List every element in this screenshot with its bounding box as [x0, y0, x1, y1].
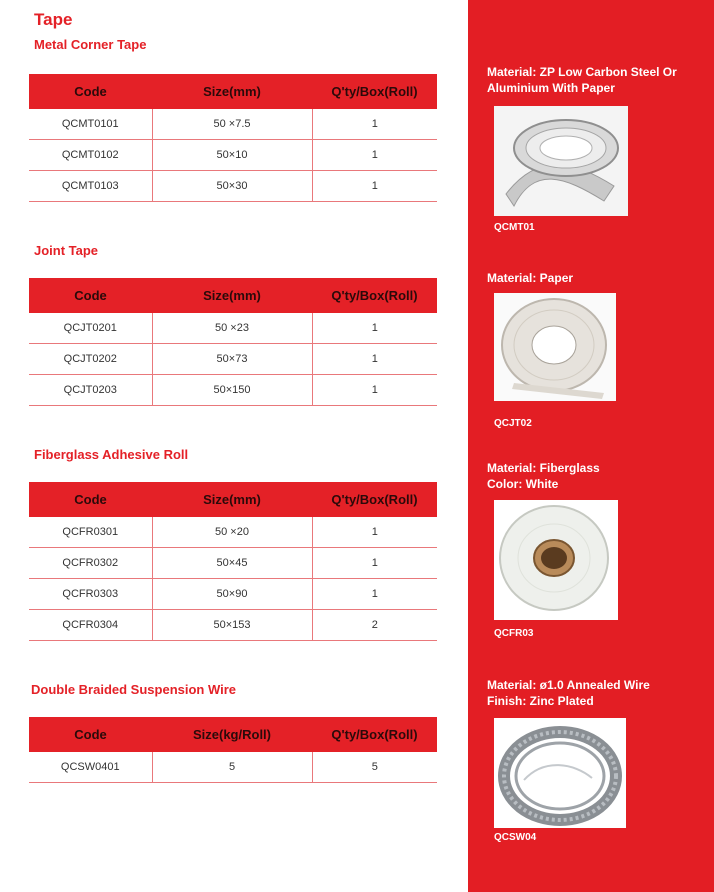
table-row — [29, 344, 437, 375]
table-row — [29, 610, 437, 641]
cell-code: QCJT0201 — [29, 313, 152, 344]
product-code-qcfr03: QCFR03 — [494, 628, 534, 639]
joint-tape-table — [29, 278, 437, 406]
product-code-qcmt01: QCMT01 — [494, 222, 535, 233]
cell-size: 50×10 — [152, 140, 312, 171]
page-title: Tape — [34, 10, 73, 29]
cell-size: 50×30 — [152, 171, 312, 202]
cell-qty: 1 — [312, 140, 437, 171]
material-line: Material: Fiberglass — [487, 461, 600, 475]
cell-qty: 1 — [312, 517, 437, 548]
table-header-row — [29, 482, 437, 517]
cell-qty: 1 — [312, 579, 437, 610]
column-header-size: Size(mm) — [152, 74, 312, 109]
section-title-joint-tape: Joint Tape — [34, 243, 99, 258]
fiberglass-adhesive-roll-table — [29, 482, 437, 641]
table-row — [29, 171, 437, 202]
column-header-qty: Q'ty/Box(Roll) — [312, 482, 437, 517]
table-header-row — [29, 74, 437, 109]
product-material-metal-corner-tape — [487, 64, 677, 96]
cell-size: 50×90 — [152, 579, 312, 610]
cell-size: 50 ×7.5 — [152, 109, 312, 140]
column-header-qty: Q'ty/Box(Roll) — [312, 278, 437, 313]
column-header-qty: Q'ty/Box(Roll) — [312, 74, 437, 109]
cell-size: 50×73 — [152, 344, 312, 375]
table-row — [29, 517, 437, 548]
paper-tape-roll-icon — [494, 293, 616, 401]
table-row — [29, 140, 437, 171]
material-line: Material: ø1.0 Annealed Wire — [487, 678, 650, 692]
product-material-fiberglass — [487, 460, 600, 492]
table-header-row — [29, 278, 437, 313]
table-row — [29, 752, 437, 783]
column-header-size: Size(mm) — [152, 482, 312, 517]
material-line: Finish: Zinc Plated — [487, 694, 594, 708]
cell-qty: 5 — [312, 752, 437, 783]
cell-code: QCJT0202 — [29, 344, 152, 375]
column-header-code: Code — [29, 278, 152, 313]
column-header-code: Code — [29, 717, 152, 752]
material-line: Color: White — [487, 477, 559, 491]
cell-code: QCFR0304 — [29, 610, 152, 641]
metal-corner-tape-table — [29, 74, 437, 202]
cell-code: QCMT0101 — [29, 109, 152, 140]
table-header-row — [29, 717, 437, 752]
cell-code: QCMT0102 — [29, 140, 152, 171]
cell-size: 5 — [152, 752, 312, 783]
material-line: Aluminium With Paper — [487, 81, 615, 95]
cell-size: 50×45 — [152, 548, 312, 579]
cell-qty: 1 — [312, 344, 437, 375]
cell-qty: 1 — [312, 375, 437, 406]
table-row — [29, 548, 437, 579]
product-material-joint-tape — [487, 270, 573, 286]
cell-code: QCMT0103 — [29, 171, 152, 202]
fiberglass-roll-icon — [494, 500, 618, 620]
column-header-size: Size(mm) — [152, 278, 312, 313]
column-header-size: Size(kg/Roll) — [152, 717, 312, 752]
cell-size: 50 ×23 — [152, 313, 312, 344]
column-header-qty: Q'ty/Box(Roll) — [312, 717, 437, 752]
section-title-suspension-wire: Double Braided Suspension Wire — [31, 682, 237, 697]
metal-tape-roll-icon — [494, 106, 628, 216]
cell-qty: 1 — [312, 313, 437, 344]
wire-coil-icon — [494, 718, 626, 828]
cell-qty: 1 — [312, 109, 437, 140]
cell-qty: 1 — [312, 548, 437, 579]
table-row — [29, 313, 437, 344]
cell-size: 50×150 — [152, 375, 312, 406]
cell-code: QCFR0303 — [29, 579, 152, 610]
cell-code: QCFR0301 — [29, 517, 152, 548]
column-header-code: Code — [29, 482, 152, 517]
cell-code: QCFR0302 — [29, 548, 152, 579]
table-row — [29, 109, 437, 140]
table-row — [29, 579, 437, 610]
cell-size: 50 ×20 — [152, 517, 312, 548]
material-line: Material: ZP Low Carbon Steel Or — [487, 65, 677, 79]
cell-code: QCJT0203 — [29, 375, 152, 406]
cell-qty: 2 — [312, 610, 437, 641]
material-line: Material: Paper — [487, 271, 574, 285]
cell-qty: 1 — [312, 171, 437, 202]
column-header-code: Code — [29, 74, 152, 109]
cell-size: 50×153 — [152, 610, 312, 641]
table-row — [29, 375, 437, 406]
section-title-fiberglass-adhesive-roll: Fiberglass Adhesive Roll — [34, 447, 189, 462]
product-code-qcsw04: QCSW04 — [494, 832, 537, 843]
cell-code: QCSW0401 — [29, 752, 152, 783]
product-code-qcjt02: QCJT02 — [494, 418, 532, 429]
suspension-wire-table — [29, 717, 437, 783]
product-material-wire — [487, 677, 650, 709]
section-title-metal-corner-tape: Metal Corner Tape — [34, 37, 147, 52]
